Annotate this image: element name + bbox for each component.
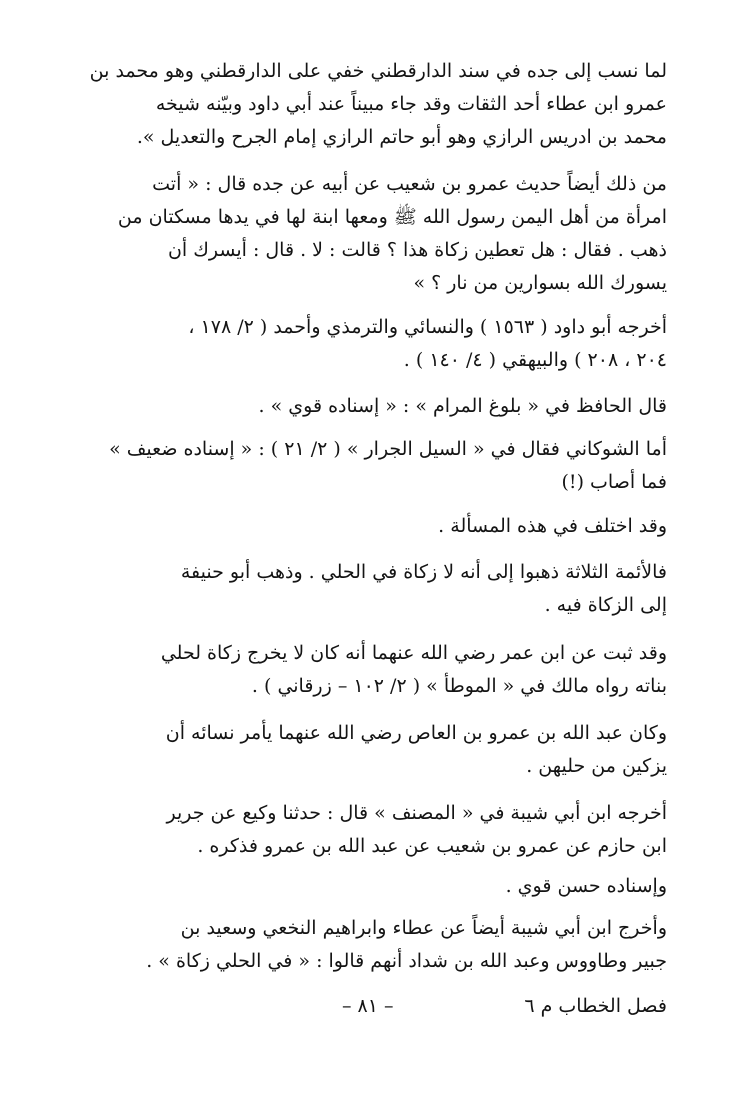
text-line: فالأئمة الثلاثة ذهبوا إلى أنه لا زكاة في الحلي . وذهب أبو حنيفة: [180, 561, 667, 583]
paragraph-7: [132, 556, 667, 622]
paragraph-3: [132, 311, 667, 377]
text-line: يزكين من حليهن .: [526, 755, 667, 777]
paragraph-9: [132, 717, 667, 783]
text-line: يسورك الله بسوارين من نار ؟ »: [413, 272, 667, 294]
text-line: أما الشوكاني فقال في « السيل الجرار » ( ٢/ ٢١ ) : « إسناده ضعيف »: [109, 438, 667, 460]
paragraph-8: [132, 637, 667, 703]
text-line: وإسناده حسن قوي .: [505, 875, 667, 897]
text-line: وقد اختلف في هذه المسألة .: [438, 515, 667, 537]
paragraph-12: [132, 912, 667, 978]
paragraph-6: [132, 510, 667, 543]
text-line: لما نسب إلى جده في سند الدارقطني خفي على الدارقطني وهو محمد بن: [89, 60, 667, 82]
paragraph-4: [132, 390, 667, 423]
text-line: وأخرج ابن أبي شيبة أيضاً عن عطاء وابراهيم النخعي وسعيد بن: [180, 917, 667, 939]
text-line: فما أصاب (!): [561, 471, 667, 493]
paragraph-11: [132, 870, 667, 903]
text-line: ابن حازم عن عمرو بن شعيب عن عبد الله بن عمرو فذكره .: [197, 835, 667, 857]
text-line: جبير وطاووس وعبد الله بن شداد أنهم قالوا : « في الحلي زكاة » .: [146, 950, 667, 972]
text-line: امرأة من أهل اليمن رسول الله ﷺ ومعها ابنة لها في يدها مسكتان من: [117, 206, 667, 228]
paragraph-5: [109, 433, 667, 499]
paragraph-10: [132, 797, 667, 863]
text-line: قال الحافظ في « بلوغ المرام » : « إسناده قوي » .: [258, 395, 667, 417]
text-line: عمرو ابن عطاء أحد الثقات وقد جاء مبيناً عند أبي داود وبيّنه شيخه: [155, 93, 667, 115]
paragraph-2: [117, 168, 667, 300]
text-line: محمد بن ادريس الرازي وهو أبو حاتم الرازي إمام الجرح والتعديل ».: [136, 126, 667, 148]
book-reference: فصل الخطاب م ٦: [524, 995, 667, 1017]
text-line: ٢٠٤ ، ٢٠٨ ) والبيهقي ( ٤/ ١٤٠ ) .: [403, 349, 667, 371]
paragraph-1: [89, 55, 667, 154]
page-footer: [132, 995, 667, 1031]
page-number: – ٨١ –: [342, 995, 394, 1017]
text-line: من ذلك أيضاً حديث عمرو بن شعيب عن أبيه عن جده قال : « أتت: [152, 173, 667, 195]
text-line: ذهب . فقال : هل تعطين زكاة هذا ؟ قالت : لا . قال : أيسرك أن: [167, 239, 667, 261]
text-line: وقد ثبت عن ابن عمر رضي الله عنهما أنه كان لا يخرج زكاة لحلي: [160, 642, 667, 664]
text-line: أخرجه أبو داود ( ١٥٦٣ ) والنسائي والترمذي وأحمد ( ٢/ ١٧٨ ،: [188, 316, 667, 338]
text-line: وكان عبد الله بن عمرو بن العاص رضي الله عنهما يأمر نسائه أن: [165, 722, 667, 744]
text-line: إلى الزكاة فيه .: [544, 594, 667, 616]
text-line: بناته رواه مالك في « الموطأ » ( ٢/ ١٠٢ – زرقاني ) .: [251, 675, 667, 697]
text-line: أخرجه ابن أبي شيبة في « المصنف » قال : حدثنا وكيع عن جرير: [166, 802, 667, 824]
